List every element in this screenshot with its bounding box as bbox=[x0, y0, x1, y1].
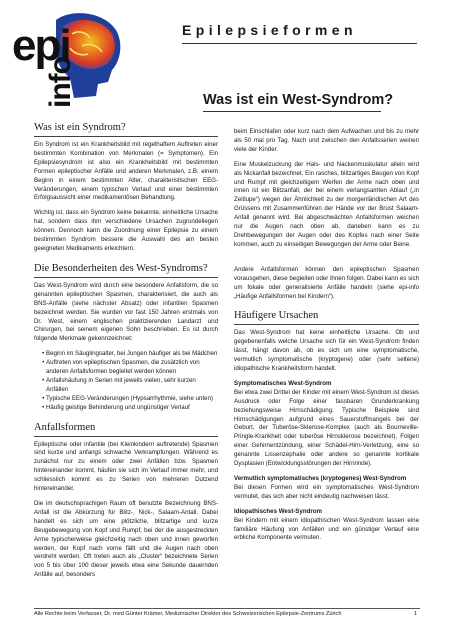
feature-list bbox=[34, 350, 218, 412]
subheading-idiopathisch: Idiopathisches West-Syndrom bbox=[234, 507, 322, 515]
list-item: • Beginn im Säuglingsalter, bei Jungen häufiger als bei Mädchen bbox=[46, 350, 218, 359]
section-heading-syndrom: Was ist ein Syndrom? bbox=[34, 122, 218, 137]
section-heading-anfallsformen: Anfallsformen bbox=[34, 422, 218, 437]
subheading-kryptogen: Vermutlich symptomatisches (kryptogenes) West-Syndrom bbox=[234, 475, 407, 482]
section-heading-ursachen: Häufigere Ursachen bbox=[234, 310, 419, 325]
logo-text-info: info bbox=[44, 57, 77, 108]
paragraph: Das West-Syndrom hat keine einheitliche Ursache. Ob und gegebenenfalls welche Ursache sich für ein West-Syndrom finden lässt, hängt davon ab, ob es sich um eine symptomatische, vermutlich symptomatische (kryptogene) oder (sehr seltene) idiopathische Krankheitsform handelt. bbox=[234, 329, 419, 373]
paragraph: Die im deutschsprachigen Raum oft benutzte Bezeichnung BNS-Anfall ist die Abkürzung für Blitz-, Nick-, Salaam-Antall. Dabei handelt es sich um eine plötzliche, blitzartige und kurze Beugebewegung von Kopf und Rumpf, bei der die ausgestreckten Arme typischerweise gleichzeitig nach oben und innen geworfen werden, der Kopf nach vorne fällt und die Augen nach oben verdreht werden. Oft treten auch als „Cluster“ bezeichnete Serien von 5 bis über 100 dieser jeweils etwa eine Sekunde dauernden Anfälle auf, besonders bbox=[34, 500, 218, 579]
paragraph: Bei diesen Formen wird ein symptomatisches West-Syndrom vermutet, das sich aber nicht eindeutig nachweisen lässt. bbox=[234, 483, 419, 500]
series-title: Epilepsieformen bbox=[182, 22, 357, 38]
paragraph: Bei etwa zwei Drittel der Kinder mit einem West-Syndrom ist dieses Ausdruck oder Folge einer fassbaren Grunderkrankung beziehungsweise Hirnschädigung. Typische Beispiele sind Hirnschädigungen aufgrund eines Sauerstoffmangels bei der Geburt, der Tuberöse-Sklerose-Komplex (auch als Bourneville-Pringle-Krankheit oder tuberöse Hirnsklerose bezeichnet), Folgen einer Gehirnentzündung, einer Schädel-Hirn-Verletzung, eine so genannte Lissenzephalie oder andere so genannte kortikale Dysplasien (Entwicklungsstörungen der Hirnrinde). bbox=[234, 388, 419, 468]
paragraph: Eine Muskelzuckung der Hals- und Nackenmuskulatur allein wird als Nickanfall bezeichnet. Ein rasches, blitzartiges Beugen von Kopf und Rumpf mit gleichzeitigem Werfen der Arme nach oben und innen ist ein Blitzanfall, der bei einem verlangsamten Ablauf („in Zeitlupe“) wegen der Ähnlichkeit zu der morgenländischen Art des Grüssens mit Zusammenführen der Hände vor der Brust Salaam-Anfall genannt wird. Bei abgeschwächten Anfallsformen weichen nur die Augen nach oben ab, daneben kann es zu Drehbewegungen der Augen oder des Kopfes nach einer Seite kommen, auch zu einseitigen Bewegungen der Arme oder Beine. bbox=[234, 160, 419, 248]
footer-copyright: Alle Rechte beim Verfasser, Dr. med Günter Krämer, Medizinischer Direktor des Schweizerischen Epilepsie-Zentrums Zürich bbox=[34, 611, 342, 617]
page-title: Was ist ein West-Syndrom? bbox=[203, 92, 394, 108]
epi-info-logo bbox=[12, 8, 124, 108]
series-underline bbox=[182, 43, 417, 44]
list-item: • Häufig geistige Behinderung und ungünstiger Verlauf bbox=[46, 404, 218, 413]
paragraph: beim Einschlafen oder kurz nach dem Aufwachen und bis zu mehr als 50 mal pro Tag. Nach und zwischen den Anfallsserien weinen viele der Kinder. bbox=[234, 128, 419, 153]
paragraph: Andere Anfallsformen können den epileptischen Spasmen vorausgehen, diese begleiten oder ihnen folgen. Dabei kann es sich um fokale oder generalisierte Anfälle handeln (siehe epi-info „Häufige Anfallsformen bei Kindern“). bbox=[234, 265, 419, 300]
footer-divider bbox=[34, 608, 420, 609]
left-column bbox=[34, 122, 218, 586]
paragraph: Ein Syndrom ist ein Krankheitsbild mit regelhaftem Auftreten einer bestimmten Kombination von Merkmalen (= Symptomen). Ein Epilepsiesyndrom ist also ein Krankheitsbild mit bestimmten Formen epileptischer Anfälle und anderen Merkmalen, z.B. einem Beginn in einem bestimmten Alter, charakteristischen EEG-Veränderungen, einem typischen Verlauf und einer bestimmten Erfolgsaussicht einer medikamentösen Behandlung. bbox=[34, 141, 218, 202]
section-heading-besonderheiten: Die Besonderheiten des West-Syndroms? bbox=[34, 263, 218, 278]
paragraph: Das West-Syndrom wird durch eine besondere Anfallsform, die so genannten epileptischen Spasmen, charakterisiert, die auch als BNS-Anfälle (siehe nächster Absatz) oder infantilen Spasmen bezeichnet werden. Sie wurden vor fast 150 Jahren erstmals von Dr. West, einem englischen praktizierenden Landarzt und Chirurgen, bei seinem eigenen Sohn beschrieben. Es ist durch folgende Merkmale gekennzeichnet: bbox=[34, 281, 218, 343]
list-item: • Typische EEG-Veränderungen (Hypsarrhythmie, siehe unten) bbox=[46, 395, 218, 404]
paragraph: Bei Kindern mit einem idiopathischen West-Syndrom lassen eine familiäre Häufung von Anfällen und ein günstiger Verlauf eine erbliche Komponente vermuten. bbox=[234, 516, 419, 542]
subheading-symptomatisch: Symptomatisches West-Syndrom bbox=[234, 379, 332, 387]
right-column bbox=[234, 128, 419, 549]
title-underline bbox=[203, 111, 381, 112]
paragraph: Wichtig ist, dass ein Syndrom keine bekannte, einheitliche Ursache hat, sondern dass ihm verschiedene Ursachen zugrundeliegen können. Dennoch kann die Zuordnung einer Epilepsie zu einem bestimmten Syndrom bessere die Auswahl des am besten geeigneten Medikaments erleichtern. bbox=[34, 209, 218, 252]
logo-text-epi: epi bbox=[12, 21, 70, 70]
list-item: • Auftreten von epileptischen Spasmen, die zusätzlich von anderen Anfallsformen begleitet werden können bbox=[46, 359, 218, 377]
list-item: • Anfallshäufung in Serien mit jeweils vielen, sehr kurzen Anfällen bbox=[46, 377, 218, 395]
page-number: 1 bbox=[414, 611, 418, 617]
paragraph: Epileptische oder infantile (bei Kleinkindern auftretende) Spasmen sind kurze und anfangs schwache Verkrampfungen. Während es zunächst nur zu einem oder zwei Anfällen bzw. Spasmen hintereinander kommt, häufen sie sich im Verlauf immer mehr, und schliesslich kommt es zu Serien von mehreren Dutzend hintereinander. bbox=[34, 440, 218, 493]
